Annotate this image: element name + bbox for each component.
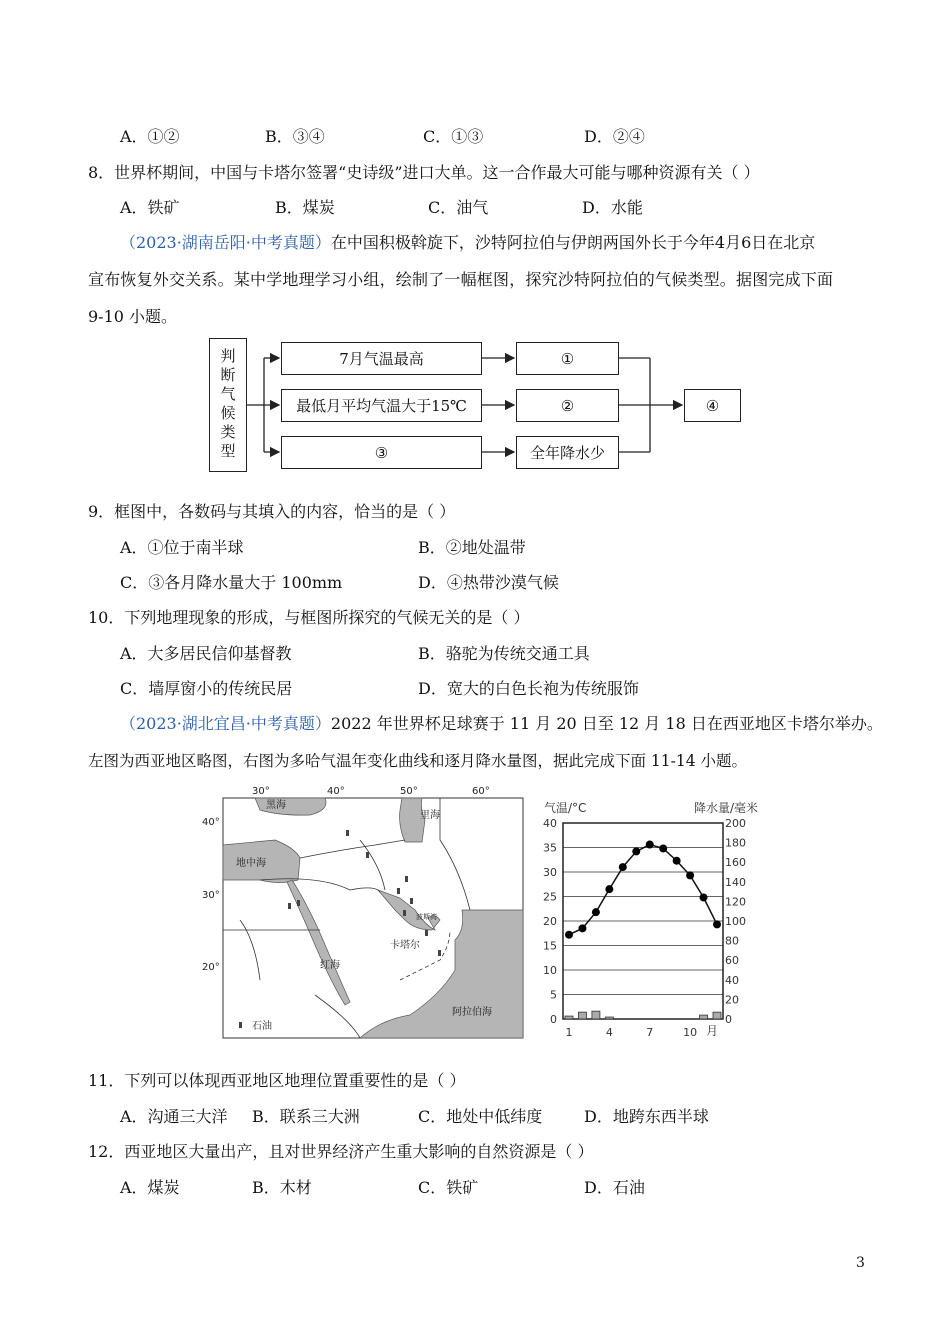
q11-option-d: D．地跨东西半球 — [584, 1107, 709, 1126]
x-tick-label: 1 — [565, 1026, 573, 1039]
lat-label-30: 30° — [202, 890, 220, 901]
lon-label-30: 30° — [252, 786, 270, 797]
temperature-point — [700, 893, 708, 901]
label-arabian-sea: 阿拉伯海 — [452, 1007, 492, 1018]
y-left-tick-label: 35 — [543, 841, 557, 855]
flowchart-result: ④ — [684, 389, 741, 422]
y-right-label: 降水量/毫米 — [693, 801, 758, 815]
label-black-sea: 黑海 — [266, 800, 286, 811]
q10-option-a: A．大多居民信仰基督教 — [120, 644, 292, 663]
temperature-point — [659, 844, 667, 852]
y-left-tick-label: 5 — [550, 988, 557, 1002]
q10-option-b: B．骆驼为传统交通工具 — [418, 644, 590, 663]
precip-bar — [592, 1011, 600, 1019]
q7-option-a: A．①② — [120, 127, 180, 146]
precip-bar — [700, 1015, 708, 1019]
temperature-point — [592, 908, 600, 916]
x-tick-label: 7 — [646, 1026, 654, 1039]
page-number: 3 — [856, 1255, 865, 1271]
y-right-tick-label: 180 — [725, 836, 746, 850]
y-left-tick-label: 40 — [543, 817, 557, 830]
passage1-text: 在中国积极斡旋下，沙特阿拉伯与伊朗两国外长于今年4月6日在北京 — [330, 233, 816, 252]
q10-option-d: D．宽大的白色长袍为传统服饰 — [418, 679, 639, 698]
y-right-tick-label: 60 — [725, 954, 739, 968]
temperature-point — [632, 847, 640, 855]
flowchart-row3: ③ — [281, 436, 482, 469]
lon-label-60: 60° — [472, 786, 490, 797]
q12-stem: 12．西亚地区大量出产，且对世界经济产生重大影响的自然资源是（ ） — [88, 1142, 594, 1161]
flowchart-row2: 最低月平均气温大于15℃ — [281, 389, 482, 422]
q12-option-d: D．石油 — [584, 1178, 645, 1197]
y-left-tick-label: 30 — [543, 866, 557, 879]
q8-option-c: C．油气 — [428, 198, 489, 217]
lat-label-20: 20° — [202, 962, 220, 973]
y-left-tick-label: 0 — [550, 1013, 557, 1026]
legend-oil-label: 石油 — [252, 1021, 272, 1032]
q12-option-a: A．煤炭 — [120, 1178, 180, 1197]
label-red-sea: 红海 — [320, 960, 340, 971]
y-right-tick-label: 160 — [725, 856, 746, 870]
passage2-text-2: 左图为西亚地区略图，右图为多哈气温年变化曲线和逐月降水量图，据此完成下面 11-14 小题。 — [88, 752, 748, 770]
q12-option-c: C．铁矿 — [418, 1178, 479, 1197]
temperature-point — [565, 931, 573, 939]
flowchart-mid2: ② — [516, 389, 619, 422]
q11-option-b: B．联系三大洲 — [252, 1107, 360, 1126]
q7-option-b: B．③④ — [265, 127, 325, 146]
label-caspian: 里海 — [420, 810, 440, 821]
temperature-point — [713, 920, 721, 928]
label-persian-gulf: 波斯湾 — [416, 913, 437, 921]
precip-bar — [713, 1012, 721, 1019]
q10-stem: 10．下列地理现象的形成，与框图所探究的气候无关的是（ ） — [88, 608, 530, 627]
lon-label-50: 50° — [400, 786, 418, 797]
y-left-tick-label: 10 — [543, 964, 557, 977]
lat-label-40: 40° — [202, 817, 220, 828]
temperature-point — [605, 885, 613, 893]
flowchart-start: 判断气候类型 — [209, 338, 247, 472]
y-right-tick-label: 20 — [725, 993, 739, 1007]
label-qatar: 卡塔尔 — [390, 940, 420, 951]
q11-stem: 11．下列可以体现西亚地区地理位置重要性的是（ ） — [88, 1071, 466, 1090]
precip-bar — [578, 1012, 586, 1019]
q9-option-a: A．①位于南半球 — [120, 538, 244, 557]
y-right-tick-label: 0 — [725, 1013, 732, 1026]
precip-bar — [605, 1017, 613, 1019]
passage1-source: （2023·湖南岳阳·中考真题） — [120, 233, 331, 252]
y-right-tick-label: 140 — [725, 875, 746, 889]
y-left-tick-label: 15 — [543, 939, 557, 953]
q9-option-c: C．③各月降水量大于 100mm — [120, 573, 343, 592]
x-label: 月 — [706, 1024, 719, 1038]
doha-climate-chart — [530, 790, 760, 1040]
label-mediterranean: 地中海 — [236, 858, 266, 869]
flowchart-arrows — [0, 0, 950, 500]
q11-option-a: A．沟通三大洋 — [120, 1107, 228, 1126]
flowchart-mid1: ① — [516, 342, 619, 375]
temperature-point — [619, 863, 627, 871]
q9-option-d: D．④热带沙漠气候 — [418, 573, 559, 592]
q10-option-c: C．墙厚窗小的传统民居 — [120, 679, 293, 698]
y-right-tick-label: 200 — [725, 817, 746, 830]
q8-stem: 8．世界杯期间，中国与卡塔尔签署“史诗级”进口大单。这一合作最大可能与哪种资源有关（ ） — [88, 163, 760, 182]
y-left-label: 气温/°C — [544, 801, 587, 815]
passage1-text-2: 宣布恢复外交关系。某中学地理学习小组，绘制了一幅框图，探究沙特阿拉伯的气候类型。据图完成下面 — [88, 270, 834, 289]
q8-option-d: D．水能 — [582, 198, 643, 217]
passage1-text-3: 9-10 小题。 — [88, 307, 178, 326]
q9-stem: 9．框图中，各数码与其填入的内容，恰当的是（ ） — [88, 502, 456, 521]
temperature-point — [673, 857, 681, 865]
q12-option-b: B．木材 — [252, 1178, 312, 1197]
temperature-point — [646, 841, 654, 849]
q7-option-c: C．①③ — [423, 127, 484, 146]
passage2-text: 2022 年世界杯足球赛于 11 月 20 日至 12 月 18 日在西亚地区卡塔尔举办。 — [330, 714, 883, 733]
y-left-tick-label: 25 — [543, 890, 557, 904]
passage2-source: （2023·湖北宜昌·中考真题） — [120, 714, 331, 733]
flowchart-mid3: 全年降水少 — [516, 436, 619, 469]
flowchart-row1: 7月气温最高 — [281, 342, 482, 375]
y-right-tick-label: 80 — [725, 934, 739, 948]
q9-option-b: B．②地处温带 — [418, 538, 526, 557]
y-right-tick-label: 120 — [725, 895, 746, 909]
q8-option-a: A．铁矿 — [120, 198, 180, 217]
y-right-tick-label: 40 — [725, 973, 739, 987]
temperature-point — [578, 924, 586, 932]
y-right-tick-label: 100 — [725, 915, 746, 928]
west-asia-map — [200, 780, 530, 1042]
temperature-point — [686, 871, 694, 879]
precip-bar — [565, 1016, 573, 1019]
q7-option-d: D．②④ — [584, 127, 645, 146]
lon-label-40: 40° — [327, 786, 345, 797]
q8-option-b: B．煤炭 — [275, 198, 335, 217]
y-left-tick-label: 20 — [543, 915, 557, 928]
x-tick-label: 10 — [683, 1026, 698, 1039]
q11-option-c: C．地处中低纬度 — [418, 1107, 543, 1126]
x-tick-label: 4 — [605, 1026, 613, 1039]
